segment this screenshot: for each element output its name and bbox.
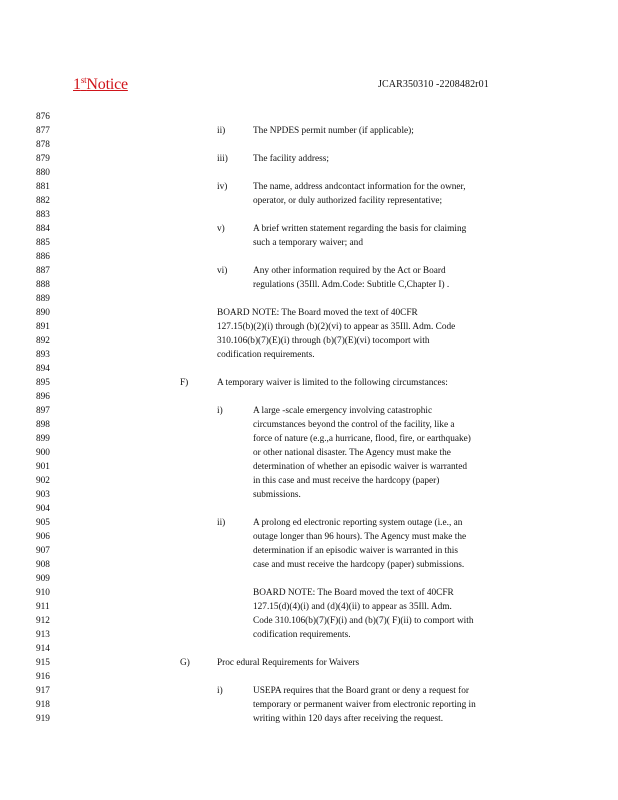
item-line: in this case and must receive the hardcopy (paper) (253, 476, 440, 486)
line-number: 918 (36, 700, 50, 710)
item-line: A large -scale emergency involving catastrophic (253, 406, 433, 416)
item-label: i) (217, 686, 223, 696)
item-line: submissions. (253, 490, 301, 500)
item-label: F) (180, 378, 189, 388)
item-line: case and must receive the hardcopy (paper) submissions. (253, 560, 465, 570)
item-label: i) (217, 406, 223, 416)
item-line: circumstances beyond the control of the facility, like a (253, 420, 455, 430)
line-number: 907 (36, 546, 50, 556)
line-number: 916 (36, 672, 50, 682)
item-label: iii) (217, 154, 228, 164)
item-text (217, 656, 359, 670)
item-line: codification requirements. (217, 350, 315, 360)
line-number: 892 (36, 336, 50, 346)
board-note-text (253, 586, 474, 642)
line-number: 887 (36, 266, 50, 276)
item-text (253, 222, 466, 250)
line-numbers (36, 110, 50, 726)
line-number: 881 (36, 182, 50, 192)
item-line: Code 310.106(b)(7)(F)(i) and (b)(7)( F)(ii) to comport with (253, 616, 474, 626)
line-number: 882 (36, 196, 50, 206)
item-line: A prolong ed electronic reporting system outage (i.e., an (253, 518, 463, 528)
item-label: iv) (217, 182, 228, 192)
line-number: 911 (36, 602, 50, 612)
line-number: 896 (36, 392, 50, 402)
item-label: ii) (217, 518, 226, 528)
line-number: 899 (36, 434, 50, 444)
item-line: BOARD NOTE: The Board moved the text of 40CFR (253, 588, 454, 598)
item-line: The NPDES permit number (if applicable); (253, 126, 414, 136)
item-text (253, 516, 466, 572)
document-id: JCAR350310 -2208482r01 (378, 79, 489, 90)
line-number: 884 (36, 224, 50, 234)
item-text (253, 124, 414, 138)
line-number: 891 (36, 322, 50, 332)
item-line: temporary or permanent waiver from electronic reporting in (253, 700, 476, 710)
line-number: 900 (36, 448, 50, 458)
line-number: 917 (36, 686, 50, 696)
item-label: v) (217, 224, 225, 234)
item-line: 310.106(b)(7)(E)(i) through (b)(7)(E)(vi) tocomport with (217, 336, 430, 346)
item-line: BOARD NOTE: The Board moved the text of 40CFR (217, 308, 418, 318)
item-line: such a temporary waiver; and (253, 238, 363, 248)
item-text (253, 264, 449, 292)
item-text (217, 376, 448, 390)
line-number: 913 (36, 630, 50, 640)
line-number: 897 (36, 406, 50, 416)
line-number: 910 (36, 588, 50, 598)
line-number: 912 (36, 616, 50, 626)
line-number: 914 (36, 644, 50, 654)
line-number: 909 (36, 574, 50, 584)
board-note-text (217, 306, 455, 362)
notice-heading (73, 75, 138, 94)
item-text (253, 684, 476, 726)
line-number: 915 (36, 658, 50, 668)
item-label: G) (180, 658, 190, 668)
line-number: 901 (36, 462, 50, 472)
line-number: 883 (36, 210, 50, 220)
line-number: 906 (36, 532, 50, 542)
line-number: 890 (36, 308, 50, 318)
line-number: 905 (36, 518, 50, 528)
line-number: 876 (36, 112, 50, 122)
item-line: force of nature (e.g.,a hurricane, flood, fire, or earthquake) (253, 434, 471, 444)
line-number: 877 (36, 126, 50, 136)
line-number: 879 (36, 154, 50, 164)
line-number: 886 (36, 252, 50, 262)
line-number: 889 (36, 294, 50, 304)
item-label: ii) (217, 126, 226, 136)
notice-sup: st (80, 75, 87, 85)
item-line: operator, or duly authorized facility representative; (253, 196, 443, 206)
item-line: codification requirements. (253, 630, 351, 640)
item-line: The facility address; (253, 154, 329, 164)
line-number: 888 (36, 280, 50, 290)
line-number: 895 (36, 378, 50, 388)
line-number: 919 (36, 714, 50, 724)
item-line: Proc edural Requirements for Waivers (217, 658, 360, 668)
item-line: USEPA requires that the Board grant or deny a request for (253, 686, 470, 696)
line-number: 880 (36, 168, 50, 178)
item-line: 127.15(d)(4)(i) and (d)(4)(ii) to appear as 35Ill. Adm. (253, 602, 452, 612)
line-number: 902 (36, 476, 50, 486)
item-line: 127.15(b)(2)(i) through (b)(2)(vi) to appear as 35Ill. Adm. Code (217, 322, 456, 332)
item-line: determination of whether an episodic waiver is warranted (253, 462, 468, 472)
item-line: A brief written statement regarding the basis for claiming (253, 224, 467, 234)
item-text (253, 404, 471, 502)
item-label: vi) (217, 266, 228, 276)
item-line: A temporary waiver is limited to the following circumstances: (217, 378, 448, 388)
notice-word: Notice (86, 76, 128, 93)
line-number: 903 (36, 490, 50, 500)
item-line: writing within 120 days after receiving the request. (253, 714, 444, 724)
item-text (253, 180, 466, 208)
item-line: determination if an episodic waiver is warranted in this (253, 546, 458, 556)
item-text (253, 152, 329, 166)
line-number: 885 (36, 238, 50, 248)
line-number: 908 (36, 560, 50, 570)
line-number: 878 (36, 140, 50, 150)
line-number: 904 (36, 504, 50, 514)
line-number: 898 (36, 420, 50, 430)
item-line: Any other information required by the Act or Board (253, 266, 446, 276)
line-number: 894 (36, 364, 50, 374)
notice-prefix: 1 (73, 76, 81, 93)
item-line: regulations (35Ill. Adm.Code: Subtitle C,Chapter I) . (253, 280, 450, 290)
line-number: 893 (36, 350, 50, 360)
item-line: outage longer than 96 hours). The Agency must make the (253, 532, 467, 542)
item-line: or other national disaster. The Agency must make the (253, 448, 451, 458)
item-line: The name, address andcontact information for the owner, (253, 182, 466, 192)
